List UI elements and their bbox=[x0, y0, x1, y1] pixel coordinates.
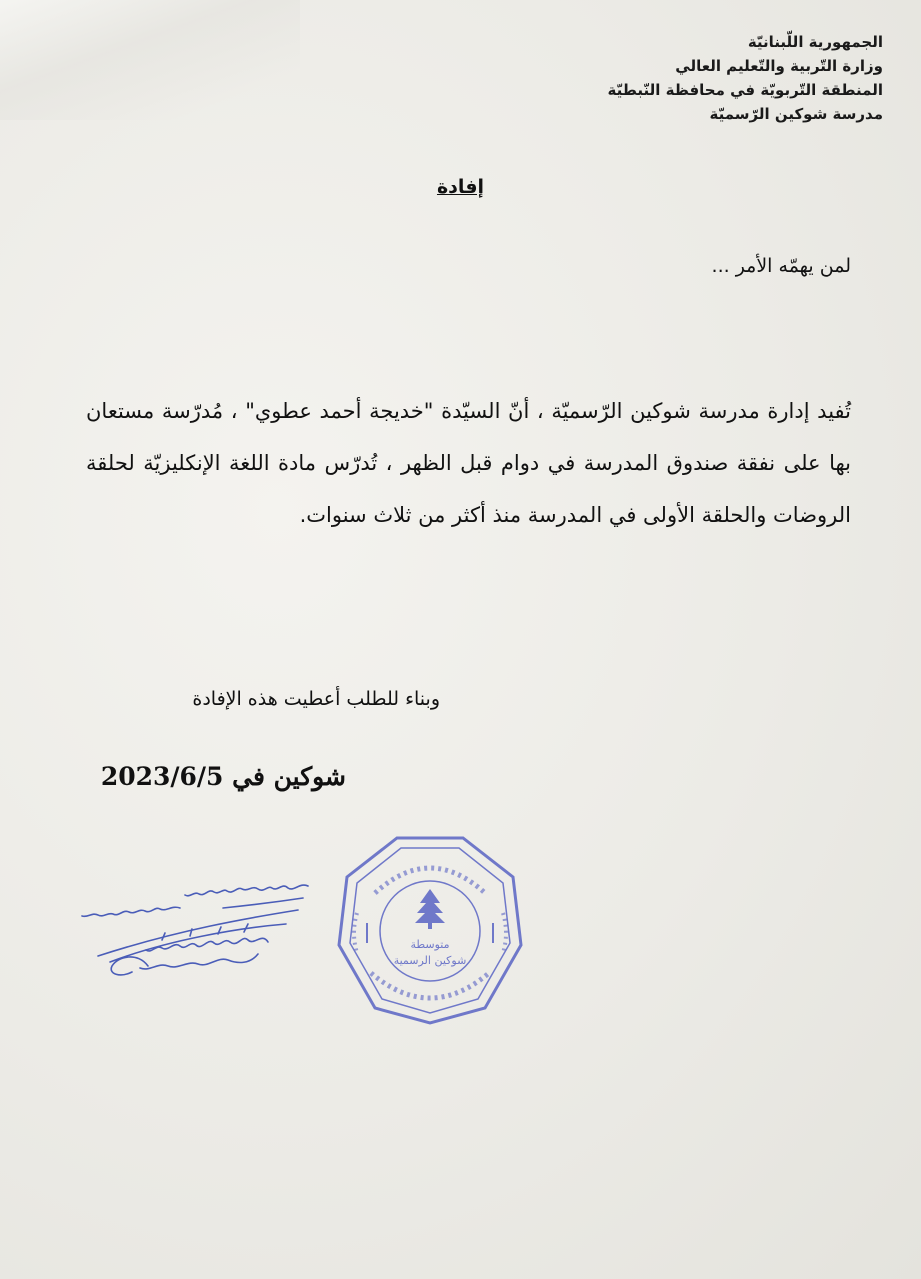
place-and-date: شوكين في 2023/6/5 bbox=[100, 762, 346, 791]
letterhead-line-republic: الجمهورية اللّبنانيّة bbox=[747, 33, 883, 51]
letterhead-line-school: مدرسة شوكين الرّسميّة bbox=[709, 105, 883, 123]
letterhead bbox=[463, 30, 883, 126]
certificate-body bbox=[86, 385, 851, 541]
letterhead-line-ministry: وزارة التّربية والتّعليم العالي bbox=[675, 57, 883, 75]
principal-signature bbox=[58, 870, 318, 990]
certificate-body-paragraph: تُفيد إدارة مدرسة شوكين الرّسميّة ، أنّ السيّدة "خديجة أحمد عطوي" ، مُدرّسة مستعان بها على نفقة صندوق المدرسة في دوام قبل الظهر ، تُدرّس مادة اللغة الإنكليزيّة لحلقة الروضات والحلقة الأولى في المدرسة منذ أكثر من ثلاث سنوات. bbox=[86, 399, 851, 527]
stamp-inner-line2: شوكين الرسمية bbox=[393, 954, 467, 967]
school-stamp bbox=[335, 833, 525, 1028]
document-title: إفادة bbox=[436, 176, 485, 198]
closing-line: وبناء للطلب أعطيت هذه الإفادة bbox=[192, 688, 440, 710]
greeting-line: لمن يهمّه الأمر ... bbox=[711, 255, 851, 277]
paper-fold-shadow bbox=[0, 0, 300, 120]
letterhead-line-region: المنطقة التّربويّة في محافظة النّبطيّة bbox=[607, 81, 883, 99]
stamp-inner-line1: متوسطة bbox=[410, 938, 450, 951]
